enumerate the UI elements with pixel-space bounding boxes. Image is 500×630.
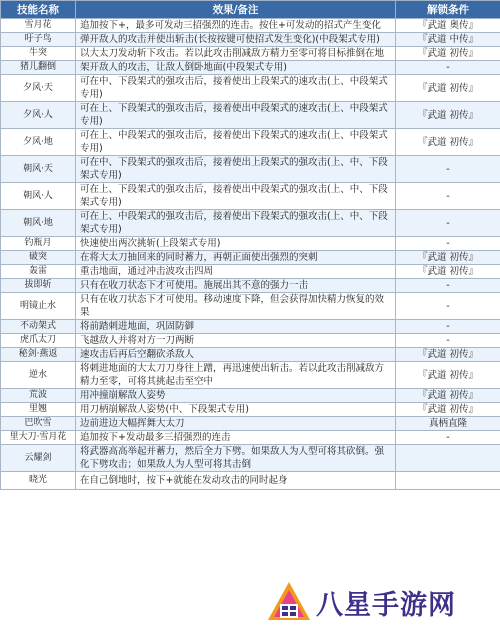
table-row — [1, 431, 500, 445]
header-skill-name: 技能名称 — [1, 1, 76, 19]
unlock-cell — [396, 472, 500, 490]
table-row — [1, 362, 500, 389]
skill-name-cell: 不动架式 — [1, 320, 76, 334]
unlock-cell: - — [396, 334, 500, 348]
table-row — [1, 293, 500, 320]
effect-cell: 可在中、下段架式的强攻击后，接着使出上段架式的强攻击(上、中、下段架式专用) — [76, 156, 396, 183]
skill-name-cell: 里大刀·雪月花 — [1, 431, 76, 445]
effect-cell: 飞越敌人并将对方一刀两断 — [76, 334, 396, 348]
table-row — [1, 348, 500, 362]
skill-name-cell: 明镜止水 — [1, 293, 76, 320]
unlock-cell: 『武道 初传』 — [396, 348, 500, 362]
effect-cell: 快速使出两次挑斩(上段架式专用) — [76, 237, 396, 251]
skill-name-cell: 晓光 — [1, 472, 76, 490]
skill-name-cell: 破突 — [1, 251, 76, 265]
skill-name-cell: 朝风·人 — [1, 183, 76, 210]
effect-cell: 可在上、中段架式的强攻击后，接着使出下段架式的速攻击(上、中段架式专用) — [76, 129, 396, 156]
skill-name-cell: 里翘 — [1, 403, 76, 417]
effect-cell: 架开敌人的攻击，让敌人倒卧地面(中段架式专用) — [76, 61, 396, 75]
unlock-cell: 『武道 奥传』 — [396, 19, 500, 33]
skill-name-cell: 钓瓶月 — [1, 237, 76, 251]
skill-name-cell: 夕风·人 — [1, 102, 76, 129]
effect-cell: 将前踏刺进地面，巩固防御 — [76, 320, 396, 334]
table-row — [1, 156, 500, 183]
unlock-cell: - — [396, 156, 500, 183]
table-row — [1, 237, 500, 251]
effect-cell: 将武器高高举起并蓄力，然后全力下劈。如果敌人为人型可将其砍倒。强化下劈攻击；如果敌人为人型可将其击倒 — [76, 445, 396, 472]
skill-name-cell: 猪儿翻倒 — [1, 61, 76, 75]
watermark-logo-icon — [266, 580, 312, 626]
skill-name-cell: 朝风·天 — [1, 156, 76, 183]
table-row — [1, 210, 500, 237]
table-row — [1, 334, 500, 348]
effect-cell: 可在中、下段架式的强攻击后，接着使出上段架式的速攻击(上、中段架式专用) — [76, 75, 396, 102]
unlock-cell: 『武道 初传』 — [396, 75, 500, 102]
skill-name-cell: 夕风·地 — [1, 129, 76, 156]
unlock-cell: 『武道 初传』 — [396, 265, 500, 279]
unlock-cell: - — [396, 431, 500, 445]
header-unlock: 解锁条件 — [396, 1, 500, 19]
unlock-cell — [396, 445, 500, 472]
table-row — [1, 320, 500, 334]
watermark — [262, 575, 500, 630]
unlock-cell: - — [396, 237, 500, 251]
table-row — [1, 417, 500, 431]
skill-name-cell: 雪月花 — [1, 19, 76, 33]
table-row — [1, 102, 500, 129]
unlock-cell: 『武道 初传』 — [396, 47, 500, 61]
effect-cell: 追加按下+发动最多三招强烈的连击 — [76, 431, 396, 445]
table-row — [1, 279, 500, 293]
effect-cell: 边前进边大幅挥舞大太刀 — [76, 417, 396, 431]
table-row — [1, 75, 500, 102]
skill-name-cell: 逆水 — [1, 362, 76, 389]
effect-cell: 只有在收刀状态下才可使用。移动速度下降，但会获得加快精力恢复的效果 — [76, 293, 396, 320]
unlock-cell: - — [396, 279, 500, 293]
effect-cell: 在将大太刀抽回来的同时蓄力，再朝正面使出强烈的突刺 — [76, 251, 396, 265]
unlock-cell: - — [396, 210, 500, 237]
header-effect: 效果/备注 — [76, 1, 396, 19]
unlock-cell: - — [396, 320, 500, 334]
unlock-cell: 真柄直隆 — [396, 417, 500, 431]
table-row — [1, 19, 500, 33]
skill-name-cell: 轰雷 — [1, 265, 76, 279]
skill-name-cell: 牛突 — [1, 47, 76, 61]
skill-name-cell: 虎爪太刀 — [1, 334, 76, 348]
effect-cell: 以大太刀发动斩下攻击。若以此攻击削减敌方精力至零可将目标推倒在地 — [76, 47, 396, 61]
effect-cell: 追加按下+，最多可发动三招强烈的连击。按住+可发动的招式产生变化 — [76, 19, 396, 33]
unlock-cell: 『武道 初传』 — [396, 403, 500, 417]
effect-cell: 在自己倒地时，按下+就能在发动攻击的同时起身 — [76, 472, 396, 490]
unlock-cell: - — [396, 293, 500, 320]
unlock-cell: 『武道 初传』 — [396, 129, 500, 156]
table-row — [1, 472, 500, 490]
unlock-cell: 『武道 中传』 — [396, 33, 500, 47]
unlock-cell: 『武道 初传』 — [396, 362, 500, 389]
effect-cell: 速攻击后再后空翻砍杀敌人 — [76, 348, 396, 362]
unlock-cell: 『武道 初传』 — [396, 102, 500, 129]
table-header-row — [1, 1, 500, 19]
skill-name-cell: 巴吹雪 — [1, 417, 76, 431]
skill-name-cell: 朝风·地 — [1, 210, 76, 237]
effect-cell: 重击地面，通过冲击波攻击四周 — [76, 265, 396, 279]
unlock-cell: - — [396, 183, 500, 210]
unlock-cell: 『武道 初传』 — [396, 389, 500, 403]
effect-cell: 将刺进地面的大太刀刀身往上蹭，再迅速使出斩击。若以此攻击削减敌方精力至零，可将其挑起击至空中 — [76, 362, 396, 389]
skill-name-cell: 吁子鸟 — [1, 33, 76, 47]
table-row — [1, 265, 500, 279]
watermark-text: 八星手游网 — [316, 590, 456, 621]
unlock-cell: 『武道 初传』 — [396, 251, 500, 265]
skill-name-cell: 秘剑·燕返 — [1, 348, 76, 362]
skill-name-cell: 云耀剑 — [1, 445, 76, 472]
skill-name-cell: 拔即斩 — [1, 279, 76, 293]
skill-name-cell: 夕风·天 — [1, 75, 76, 102]
effect-cell: 用冲撞崩解敌人姿势 — [76, 389, 396, 403]
effect-cell: 只有在收刀状态下才可使用。施展出其不意的强力一击 — [76, 279, 396, 293]
table-row — [1, 183, 500, 210]
table-row — [1, 251, 500, 265]
table-row — [1, 61, 500, 75]
effect-cell: 弹开敌人的攻击并使出斩击(长按按键可使招式发生变化)(中段架式专用) — [76, 33, 396, 47]
table-row — [1, 129, 500, 156]
table-row — [1, 403, 500, 417]
table-row — [1, 47, 500, 61]
table-row — [1, 33, 500, 47]
unlock-cell: - — [396, 61, 500, 75]
table-row — [1, 389, 500, 403]
effect-cell: 可在上、下段架式的强攻击后，接着使出中段架式的速攻击(上、中段架式专用) — [76, 102, 396, 129]
skill-name-cell: 荒波 — [1, 389, 76, 403]
effect-cell: 可在上、下段架式的强攻击后，接着使出中段架式的强攻击(上、中、下段架式专用) — [76, 183, 396, 210]
effect-cell: 用刀柄崩解敌人姿势(中、下段架式专用) — [76, 403, 396, 417]
effect-cell: 可在上、中段架式的强攻击后，接着使出下段架式的强攻击(上、中、下段架式专用) — [76, 210, 396, 237]
table-body — [1, 19, 500, 490]
table-row — [1, 445, 500, 472]
